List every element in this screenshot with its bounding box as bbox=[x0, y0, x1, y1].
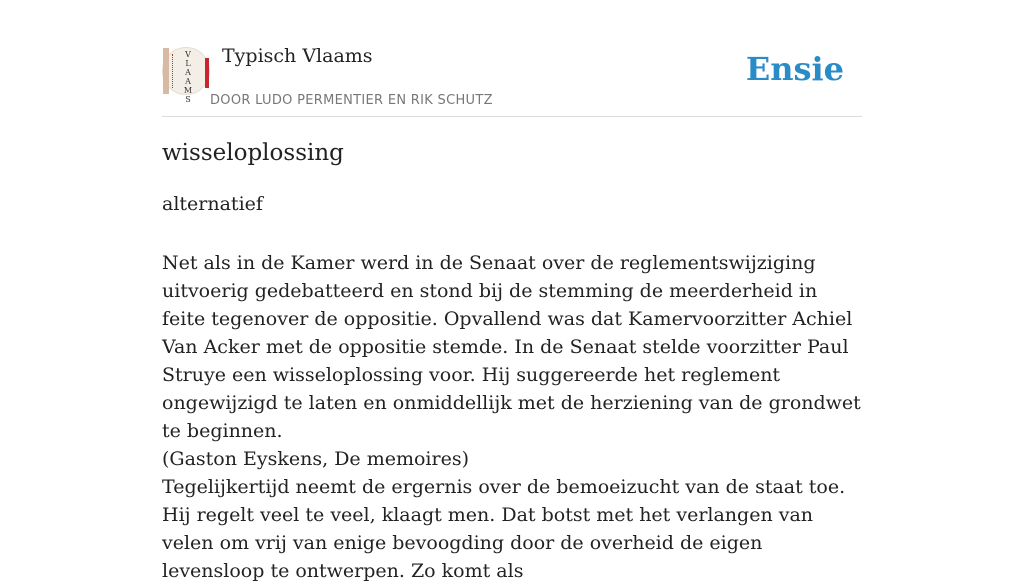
body-citation: (Gaston Eyskens, De memoires) bbox=[162, 448, 469, 470]
cover-letter: A bbox=[185, 68, 191, 77]
entry-title: wisseloplossing bbox=[162, 140, 344, 166]
cover-letter: A bbox=[185, 77, 191, 86]
byline: DOOR LUDO PERMENTIER EN RIK SCHUTZ bbox=[210, 93, 493, 108]
cover-letter: V bbox=[185, 50, 191, 59]
cover-letters bbox=[181, 50, 195, 104]
cover-red-bar bbox=[205, 58, 209, 88]
cover-letter: M bbox=[183, 86, 193, 95]
book-cover-image[interactable] bbox=[162, 47, 210, 104]
ensie-logo[interactable]: Ensie bbox=[745, 50, 844, 88]
body-paragraph: Net als in de Kamer werd in de Senaat over de reglementswijziging uitvoerig gedebatteerd en stond bij de stemming de meerderheid in feite tegenover de oppositie. Opvallend was dat Kamervoorzitter Achiel Van Acker met de oppositie stemde. In de Senaat stelde voorzitter Paul Struye een wisseloplossing voor. Hij suggereerde het reglement ongewijzigd te laten en onmiddellijk met de herziening van de grondwet te beginnen. bbox=[162, 252, 861, 442]
page-container bbox=[162, 0, 862, 582]
cover-letter: L bbox=[185, 59, 191, 68]
entry-meaning: alternatief bbox=[162, 193, 263, 215]
header bbox=[162, 0, 862, 117]
cover-dotted-line bbox=[172, 54, 177, 88]
book-spine bbox=[163, 48, 169, 94]
entry-body bbox=[162, 249, 862, 585]
body-paragraph: Tegelijkertijd neemt de ergernis over de bemoeizucht van de staat toe. Hij regelt veel te veel, klaagt men. Dat botst met het verlangen van velen om vrij van enige bevoogding door de overheid de eigen levensloop te ontwerpen. Zo komt als bbox=[162, 476, 846, 582]
cover-letter: S bbox=[185, 95, 191, 104]
book-title-link[interactable]: Typisch Vlaams bbox=[222, 45, 373, 67]
